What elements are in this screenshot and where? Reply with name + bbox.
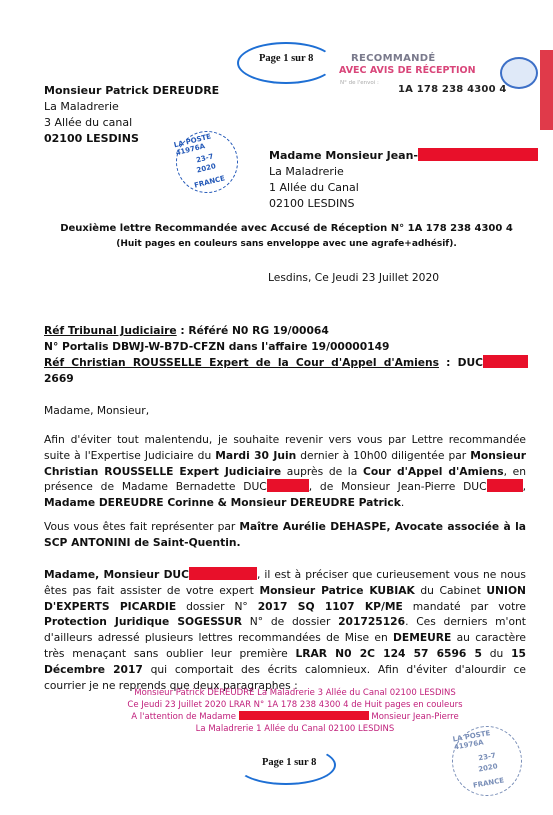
paragraph-2 (44, 519, 526, 551)
redaction-bar (487, 479, 523, 492)
footer-line3-b: Monsieur Jean-Pierre (371, 712, 459, 722)
paragraph-1 (44, 432, 526, 511)
p1-text-a: Afin d'éviter tout malentendu, je souhaite revenir vers vous par Lettre recommandée suite à l'Expertise Judiciaire du (44, 433, 526, 462)
p3-text-l: . Ces derniers m'ont d'ailleurs adressé plusieurs lettres recommandées de Mise en (44, 615, 527, 645)
p1-text-h: , de Monsieur Jean-Pierre DUC (308, 480, 487, 494)
p1-text-c: dernier à 10h00 diligentée par (296, 448, 471, 462)
footer-line1: Monsieur Patrick DEREUDRE La Maladrerie 3 Allée du Canal 02100 LESDINS (134, 688, 456, 698)
p1-expert: Monsieur Christian ROUSSELLE Expert Judiciaire (44, 448, 526, 478)
recommande-red-strip (540, 50, 553, 130)
redaction-bar (189, 567, 257, 580)
stamp2-date: 23-7 (477, 751, 497, 763)
ref-expert-cont: 2669 (44, 372, 74, 385)
redaction-bar (483, 355, 528, 368)
recipient-line3: 02100 LESDINS (269, 197, 355, 210)
stamp-year: 2020 (195, 162, 217, 175)
stamp2-bottom-text: FRANCE (472, 776, 505, 790)
recipient-line1: La Maladrerie (269, 165, 344, 178)
footer-line4: La Maladrerie 1 Allée du Canal 02100 LESDINS (195, 723, 395, 734)
p1-dereudre: Madame DEREUDRE Corinne & Monsieur DEREUDRE Patrick (44, 496, 401, 510)
p3-lrar: LRAR N0 2C 124 57 6596 5 (295, 646, 482, 660)
recipient-address (269, 148, 538, 212)
sender-name: Monsieur Patrick DEREUDRE (44, 84, 220, 97)
ref-tribunal-rest: : Référé N0 RG 19/00064 (176, 324, 329, 337)
p1-text-e: auprès de la (281, 464, 363, 478)
subject-line1: Deuxième lettre Recommandée avec Accusé de Réception N° 1A 178 238 4300 4 (60, 223, 513, 234)
references-block (44, 323, 528, 387)
page-number-bottom: Page 1 sur 8 (262, 757, 317, 768)
p3-text-p: du (481, 646, 512, 660)
stamp-bottom-text: FRANCE (193, 174, 226, 190)
recipient-name: Madame Monsieur Jean- (269, 149, 418, 162)
p3-date: 15 Décembre 2017 (44, 646, 526, 676)
page-number-top: Page 1 sur 8 (259, 53, 314, 64)
footer-block (100, 688, 490, 735)
footer-line3-a: A l'attention de Madame (131, 712, 236, 722)
date-line: Lesdins, Ce Jeudi 23 Juillet 2020 (268, 271, 440, 284)
stamp2-top-text: LA POSTE 41976A (452, 729, 491, 752)
stamp-date: 23-7 (195, 152, 215, 165)
p3-kubiak: Monsieur Patrice KUBIAK (259, 583, 415, 597)
redaction-bar (239, 711, 369, 720)
footer-line3 (100, 711, 490, 724)
stamp2-year: 2020 (477, 762, 499, 774)
p3-addressee: Madame, Monsieur DUC (44, 568, 189, 581)
recipient-name-row (269, 148, 538, 164)
recommande-subtitle: AVEC AVIS DE RÉCEPTION (339, 65, 476, 76)
footer-line2: Ce Jeudi 23 Juillet 2020 LRAR N° 1A 178 238 4300 4 de Huit pages en couleurs (127, 699, 463, 710)
p3-protection: Protection Juridique SOGESSUR (44, 615, 243, 629)
sender-line1: La Maladrerie (44, 100, 119, 113)
recommande-small-label: N° de l'envoi : (340, 80, 379, 86)
p1-text-k: . (400, 496, 405, 510)
recommande-title: RECOMMANDÉ (351, 53, 436, 64)
p3-dossier: 2017 SQ 1107 KP/ME (257, 599, 403, 613)
sender-line3: 02100 LESDINS (44, 132, 139, 145)
p3-text-d: du Cabinet (414, 583, 487, 597)
p2-lawyer: Maître Aurélie DEHASPE, Avocate associée à la SCP ANTONINI (44, 520, 527, 549)
p3-text-n: au caractère très menaçant sans oublier leur première (44, 631, 526, 660)
recommande-number: 1A 178 238 4300 4 (398, 84, 507, 95)
p3-text-r: qui comportait des écrits calomnieux. Afin d'éviter d'alourdir ce courrier je ne reprends que deux paragraphes : (44, 662, 526, 692)
ref-expert-label: Réf Christian ROUSSELLE Expert de la Cour d'Appel d'Amiens (44, 356, 439, 369)
salutation: Madame, Monsieur, (44, 404, 150, 417)
p1-text-g: , en présence de Madame Bernadette DUC (44, 464, 526, 494)
p3-text-h: mandaté par votre (402, 599, 527, 613)
ref-tribunal (44, 323, 528, 339)
p3-dossier-num: 201725126 (338, 615, 406, 629)
ref-expert-rest: : DUC (438, 356, 483, 369)
stamp-top-text: LA POSTE 41976A (173, 132, 212, 158)
la-poste-logo-icon (500, 57, 538, 89)
p1-court: Cour d'Appel d'Amiens (362, 464, 504, 478)
p1-text-i: , (522, 480, 526, 494)
redaction-bar (418, 148, 538, 161)
ref-portalis: N° Portalis DBWJ-W-B7D-CFZN dans l'affaire 19/00000149 (44, 340, 390, 353)
p2-text-c: de Saint-Quentin. (130, 535, 241, 549)
p3-demeure: DEMEURE (393, 631, 452, 645)
paragraph-3 (44, 567, 526, 693)
ref-expert (44, 355, 528, 371)
ref-tribunal-label: Réf Tribunal Judiciaire (44, 324, 177, 337)
recipient-line2: 1 Allée du Canal (269, 181, 359, 194)
p1-date: Mardi 30 Juin (215, 448, 297, 462)
redaction-bar (267, 479, 309, 492)
p3-cabinet: UNION D'EXPERTS PICARDIE (44, 583, 526, 613)
p3-text-b: , il est à préciser que curieusement vous ne nous êtes pas fait assister de votre expert (44, 568, 526, 597)
p3-text-f: dossier N° (176, 599, 258, 613)
subject-line2: (Huit pages en couleurs sans enveloppe avec une agrafe+adhésif). (116, 239, 457, 249)
p2-text-a: Vous vous êtes fait représenter par (44, 520, 240, 533)
sender-line2: 3 Allée du canal (44, 116, 133, 129)
p3-text-j: N° de dossier (242, 615, 339, 629)
